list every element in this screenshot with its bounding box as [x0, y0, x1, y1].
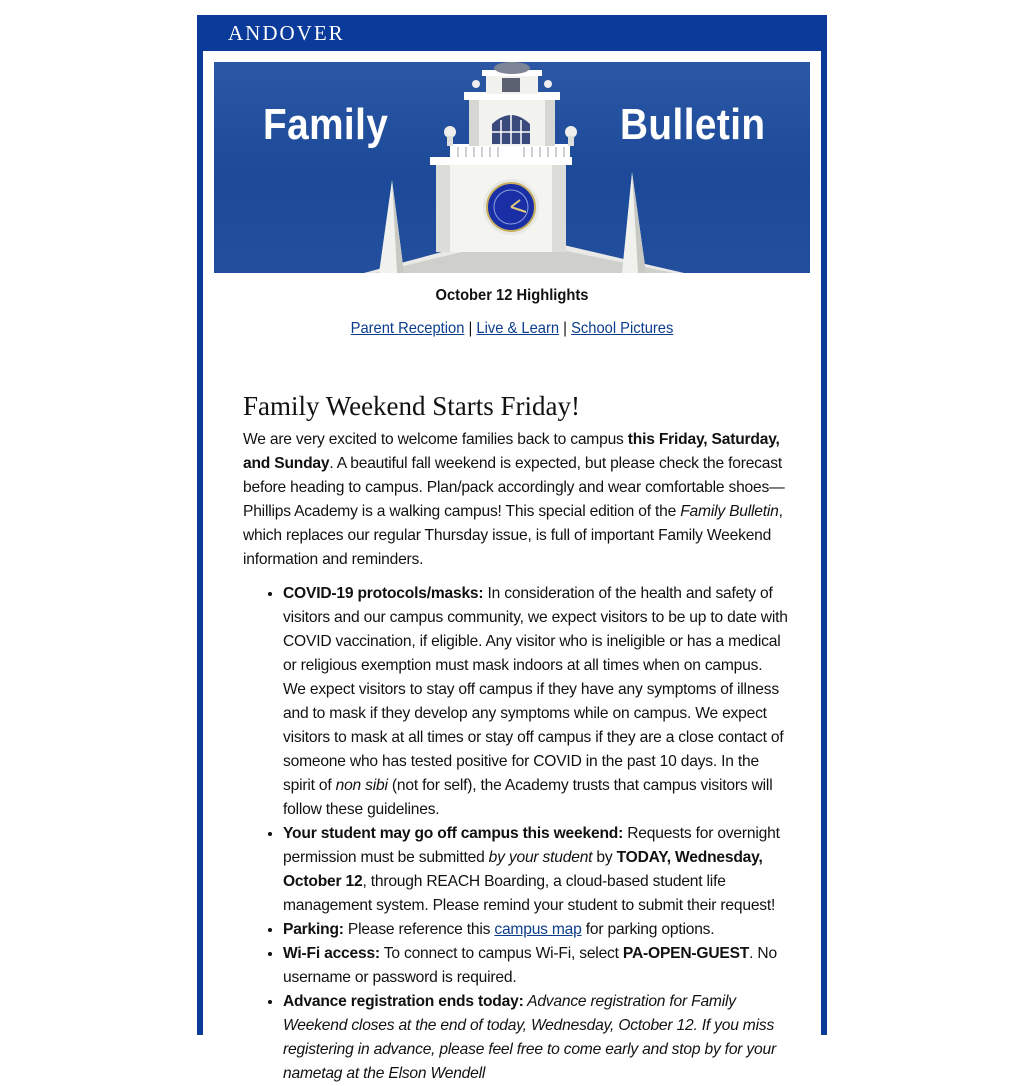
covid-label: COVID-19 protocols/masks: — [283, 585, 484, 602]
covid-italic: non sibi — [335, 777, 388, 794]
intro-italic-title: Family Bulletin — [680, 503, 779, 520]
clock-tower-illustration — [214, 62, 810, 273]
link-separator: | — [563, 320, 567, 337]
offcampus-deadline: TODAY, Wednesday, October 12 — [283, 849, 763, 890]
list-item-covid — [283, 582, 788, 822]
hero-banner — [214, 62, 810, 273]
link-live-and-learn[interactable]: Live & Learn — [476, 320, 560, 337]
reminder-list — [243, 582, 788, 1086]
registration-label: Advance registration ends today: — [283, 993, 524, 1010]
offcampus-text: by — [592, 849, 617, 866]
parking-text: for parking options. — [581, 921, 715, 938]
andover-logo[interactable]: ANDOVER — [228, 21, 345, 45]
intro-bold-dates: this Friday, Saturday, and Sunday — [243, 431, 780, 472]
parking-text: Please reference this — [343, 921, 495, 938]
header-bar — [197, 15, 827, 51]
link-school-pictures[interactable]: School Pictures — [571, 320, 674, 337]
wifi-text: To connect to campus Wi-Fi, select — [379, 945, 623, 962]
highlights-links — [228, 320, 797, 338]
registration-italic: Advance registration for Family Weekend closes at the end of today, Wednesday, October 12. If you miss registering in advance, please feel free to come early and stop by for your nametag at the Elson Wendell — [283, 993, 776, 1082]
article-title: Family Weekend Starts Friday! — [243, 391, 581, 421]
offcampus-italic: by your student — [488, 849, 593, 866]
campus-map-link[interactable]: campus map — [494, 921, 582, 938]
hero-title-bulletin: Bulletin — [620, 100, 766, 149]
intro-text: We are very excited to welcome families back to campus — [243, 431, 628, 448]
offcampus-text: , through REACH Boarding, a cloud-based student life management system. Please remind your student to submit their request! — [283, 873, 776, 914]
wifi-text: . No username or password is required. — [283, 945, 777, 986]
intro-text: , which replaces our regular Thursday issue, is full of important Family Weekend information and reminders. — [243, 503, 783, 568]
list-item-registration — [283, 990, 788, 1086]
list-item-parking — [283, 918, 788, 942]
parking-label: Parking: — [283, 921, 344, 938]
highlights-heading: October 12 Highlights — [435, 287, 589, 304]
hero-title-family: Family — [263, 100, 389, 149]
wifi-network-name: PA-OPEN-GUEST — [622, 945, 750, 962]
intro-text: . A beautiful fall weekend is expected, but please check the forecast before heading to campus. Plan/pack accordingly and wear comfortable shoes—Phillips Academy is a walking campus! This special edition of the — [243, 455, 785, 520]
bulletin-body — [203, 51, 821, 1082]
wifi-label: Wi-Fi access: — [283, 945, 380, 962]
link-parent-reception[interactable]: Parent Reception — [350, 320, 465, 337]
article-intro — [243, 428, 788, 572]
email-frame — [197, 15, 827, 1082]
covid-text: (not for self), the Academy trusts that campus visitors will follow these guidelines. — [283, 777, 773, 818]
link-separator: | — [468, 320, 473, 337]
covid-text: In consideration of the health and safety of visitors and our campus community, we expect visitors to be up to date with COVID vaccination, if eligible. Any visitor who is ineligible or has a medical or religious exemption must mask indoors at all times when on campus. We expect visitors to stay off campus if they have any symptoms of illness and to mask if they develop any symptoms while on campus. We expect visitors to mask at all times or stay off campus if they are a close contact of someone who has tested positive for COVID in the past 10 days. In the spirit of — [283, 585, 788, 794]
offcampus-label: Your student may go off campus this weekend: — [283, 825, 624, 842]
article-family-weekend — [243, 391, 788, 1086]
offcampus-text: Requests for overnight permission must be submitted — [283, 825, 780, 866]
list-item-off-campus — [283, 822, 788, 918]
list-item-wifi — [283, 942, 788, 990]
